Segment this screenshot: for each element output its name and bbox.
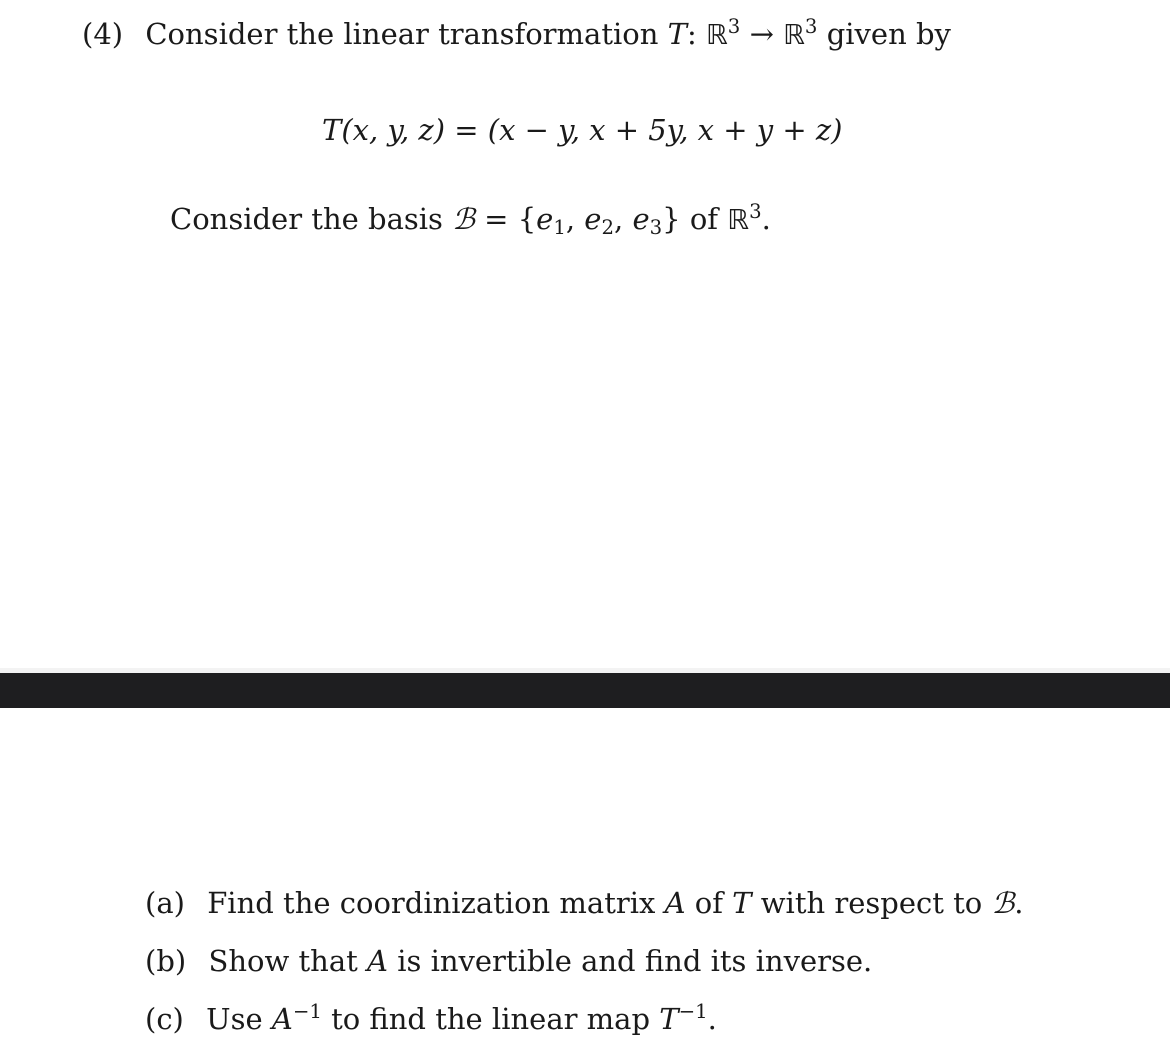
part-a-var-basis: ℬ (991, 886, 1015, 920)
part-a-period: . (1014, 886, 1024, 920)
part-c-var-t-exponent: −1 (678, 1000, 708, 1024)
part-c-text2: to find the linear map (331, 1002, 651, 1036)
codomain-space: ℝ (783, 19, 805, 51)
basis-period: . (761, 202, 771, 236)
part-b (145, 944, 873, 978)
formula-rhs: (x − y, x + 5y, x + y + z) (487, 113, 843, 147)
formula-equals: = (454, 113, 479, 147)
domain-exponent: 3 (727, 15, 741, 39)
section-divider (0, 673, 1170, 708)
basis-space-exponent: 3 (749, 200, 762, 224)
part-c-var-a: A (271, 1002, 293, 1036)
basis-space: ℝ (727, 204, 750, 236)
basis-e3-sub: 3 (649, 215, 663, 239)
part-c (145, 1000, 717, 1036)
basis-e2-sub: 2 (601, 215, 615, 239)
basis-e1-sub: 1 (553, 215, 566, 239)
problem-number: (4) (82, 17, 124, 51)
basis-equals: = (484, 202, 509, 236)
basis-symbol: ℬ (452, 202, 475, 236)
part-a-label: (a) (145, 886, 185, 920)
intro-text: Consider the linear transformation (145, 17, 659, 51)
part-a-text1: Find the coordinization matrix (207, 886, 656, 920)
part-b-text2: is invertible and find its inverse. (397, 944, 873, 978)
part-c-period: . (707, 1002, 717, 1036)
part-a-var-a: A (664, 886, 686, 920)
part-c-text1: Use (206, 1002, 263, 1036)
codomain-exponent: 3 (804, 15, 818, 39)
part-b-var-a: A (367, 944, 388, 978)
part-c-label: (c) (145, 1002, 184, 1036)
transformation-formula (322, 113, 843, 147)
basis-intro: Consider the basis (170, 202, 443, 236)
part-a-text3: with respect to (760, 886, 983, 920)
basis-of: of (689, 202, 719, 236)
basis-e1: e (536, 202, 554, 236)
basis-e2: e (584, 202, 602, 236)
part-b-label: (b) (145, 944, 187, 978)
part-c-var-a-exponent: −1 (292, 1000, 322, 1024)
domain-space: ℝ (705, 19, 728, 51)
problem-statement: (4) Consider the linear transformation T: ℝ$^3$ → ℝ$^3$ given by (82, 15, 951, 51)
map-name: T (667, 17, 687, 51)
basis-statement: Consider the basis ℬ = {$e_1$, $e_2$, $e_3$} of ℝ$^3$. (170, 200, 771, 239)
part-a-text2: of (694, 886, 723, 920)
part-c-var-t: T (659, 1002, 679, 1036)
given-by-text: given by (826, 17, 951, 51)
map-arrow: → (749, 17, 774, 51)
basis-open-brace: { (517, 202, 537, 236)
basis-close-brace: } (662, 202, 681, 236)
part-a (145, 886, 1024, 920)
basis-e3: e (632, 202, 650, 236)
part-a-var-t: T (732, 886, 752, 920)
formula-lhs: T(x, y, z) (322, 113, 446, 147)
part-b-text1: Show that (208, 944, 358, 978)
